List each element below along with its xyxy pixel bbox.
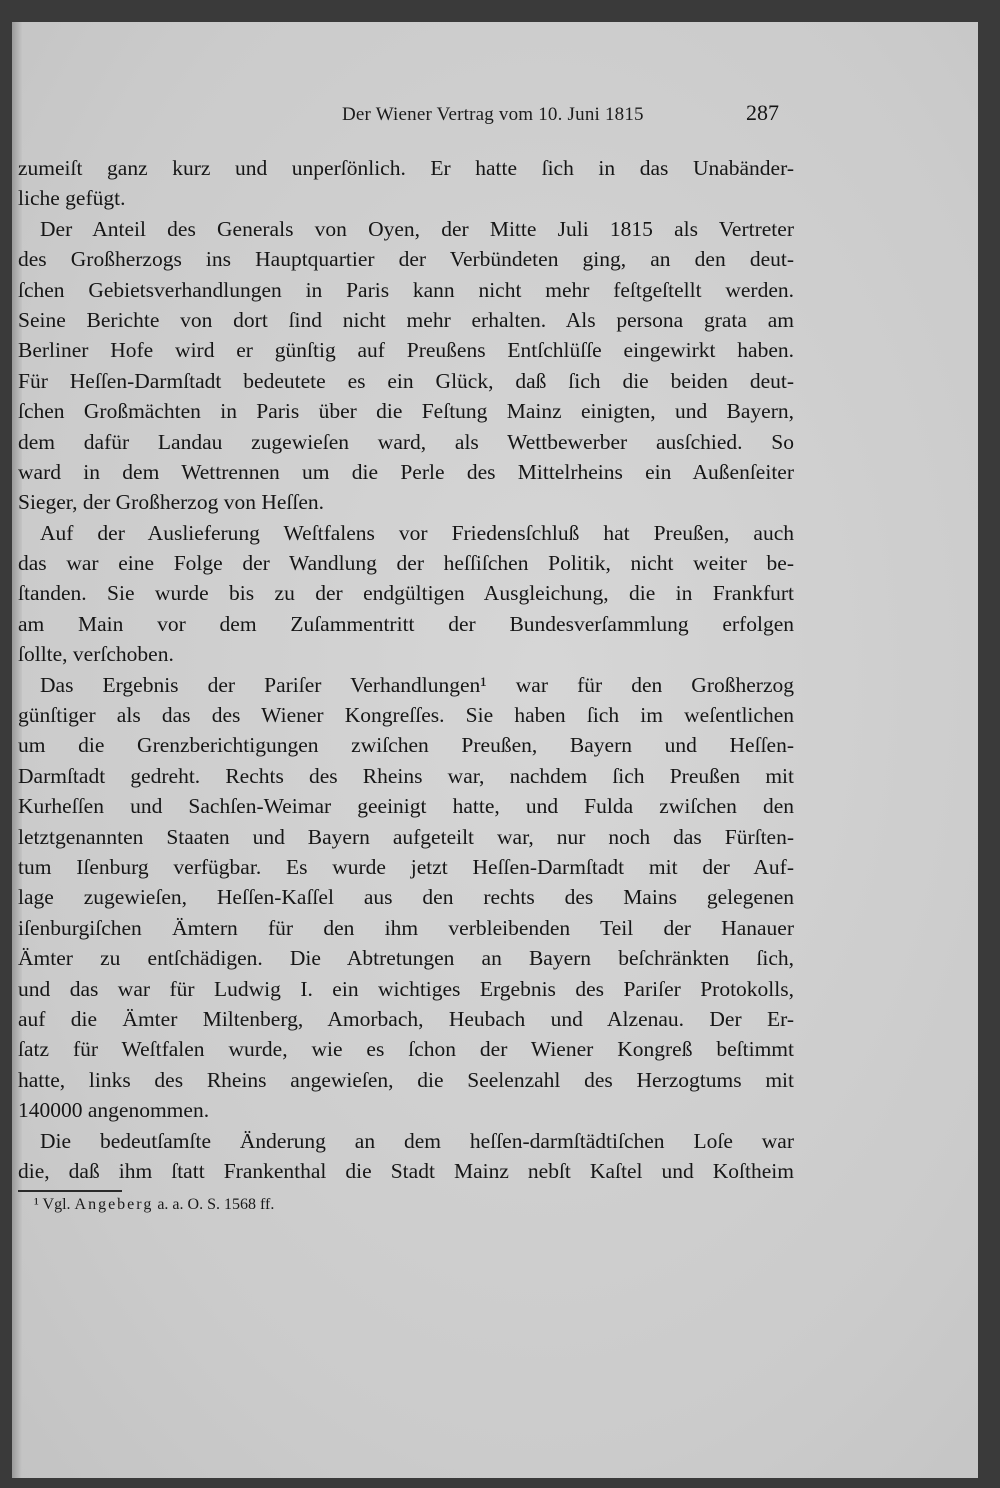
text-line: lage zugewieſen, Heſſen-Kaſſel aus den rechts des Mains gelegenen <box>18 885 794 910</box>
text-line: ward in dem Wettrennen um die Perle des Mittelrheins ein Außenſeiter <box>18 459 794 484</box>
text-line: ſollte, verſchoben. <box>18 642 174 667</box>
text-line: um die Grenzberichtigungen zwiſchen Preußen, Bayern und Heſſen- <box>18 733 794 758</box>
text-line: 140000 angenommen. <box>18 1098 210 1123</box>
text-line: Berliner Hofe wird er günſtig auf Preußens Entſchlüſſe eingewirkt haben. <box>18 338 794 363</box>
text-line: iſenburgiſchen Ämtern für den ihm verbleibenden Teil der Hanauer <box>18 915 794 940</box>
text-line: Auf der Auslieferung Weſtfalens vor Friedensſchluß hat Preußen, auch <box>40 520 794 545</box>
text-line: letztgenannten Staaten und Bayern aufgeteilt war, nur noch das Fürſten- <box>18 824 794 849</box>
body-text <box>18 153 794 1186</box>
text-line: die, daß ihm ſtatt Frankenthal die Stadt Mainz nebſt Kaſtel und Koſtheim <box>18 1158 794 1183</box>
text-line: Der Anteil des Generals von Oyen, der Mitte Juli 1815 als Vertreter <box>40 216 794 241</box>
text-line: tum Iſenburg verfügbar. Es wurde jetzt Heſſen-Darmſtadt mit der Auf- <box>18 854 794 879</box>
text-line: ſchen Großmächten in Paris über die Feſtung Mainz einigten, und Bayern, <box>18 399 794 424</box>
text-line: auf die Ämter Miltenberg, Amorbach, Heubach und Alzenau. Der Er- <box>18 1006 794 1031</box>
text-line: am Main vor dem Zuſammentritt der Bundesverſammlung erfolgen <box>18 611 794 636</box>
text-line: Darmſtadt gedreht. Rechts des Rheins war, nachdem ſich Preußen mit <box>18 763 794 788</box>
text-line: Das Ergebnis der Pariſer Verhandlungen¹ war für den Großherzog <box>40 672 794 697</box>
text-line: Seine Berichte von dort ſind nicht mehr erhalten. Als persona grata am <box>18 307 794 332</box>
text-line: Die bedeutſamſte Änderung an dem heſſen-darmſtädtiſchen Loſe war <box>40 1128 794 1153</box>
text-line: das war eine Folge der Wandlung der heſſiſchen Politik, nicht weiter be- <box>18 551 794 576</box>
text-line: günſtiger als das des Wiener Kongreſſes. Sie haben ſich im weſentlichen <box>18 703 794 728</box>
footnote-marker: ¹ <box>34 1196 39 1213</box>
text-line: hatte, links des Rheins angewieſen, die Seelenzahl des Herzogtums mit <box>18 1067 794 1092</box>
footnote-author: Angeberg <box>74 1196 154 1213</box>
text-line: Ämter zu entſchädigen. Die Abtretungen an Bayern beſchränkten ſich, <box>18 946 794 971</box>
text-line: Kurheſſen und Sachſen-Weimar geeinigt hatte, und Fulda zwiſchen den <box>18 794 794 819</box>
footnote <box>34 1196 274 1214</box>
text-line: ſchen Gebietsverhandlungen in Paris kann nicht mehr feſtgeſtellt werden. <box>18 277 794 302</box>
text-line: und das war für Ludwig I. ein wichtiges Ergebnis des Pariſer Protokolls, <box>18 976 794 1001</box>
page-number: 287 <box>746 100 779 125</box>
footnote-reference: a. a. O. S. 1568 ff. <box>157 1196 275 1213</box>
running-head: Der Wiener Vertrag vom 10. Juni 1815 <box>342 104 644 125</box>
text-line: dem dafür Landau zugewieſen ward, als Wettbewerber ausſchied. So <box>18 429 794 454</box>
page-header <box>12 100 792 136</box>
text-line: ſatz für Weſtfalen wurde, wie es ſchon der Wiener Kongreß beſtimmt <box>18 1037 794 1062</box>
text-line: liche gefügt. <box>18 186 126 211</box>
footnote-rule <box>18 1190 122 1192</box>
text-line: Sieger, der Großherzog von Heſſen. <box>18 490 325 515</box>
text-line: ſtanden. Sie wurde bis zu der endgültigen Ausgleichung, die in Frankfurt <box>18 581 794 606</box>
text-line: des Großherzogs ins Hauptquartier der Verbündeten ging, an den deut- <box>18 247 794 272</box>
text-line: zumeiſt ganz kurz und unperſönlich. Er hatte ſich in das Unabänder- <box>18 156 794 180</box>
text-line: Für Heſſen-Darmſtadt bedeutete es ein Glück, daß ſich die beiden deut- <box>18 368 794 393</box>
footnote-prefix: Vgl. <box>42 1196 71 1213</box>
book-page <box>12 22 978 1478</box>
